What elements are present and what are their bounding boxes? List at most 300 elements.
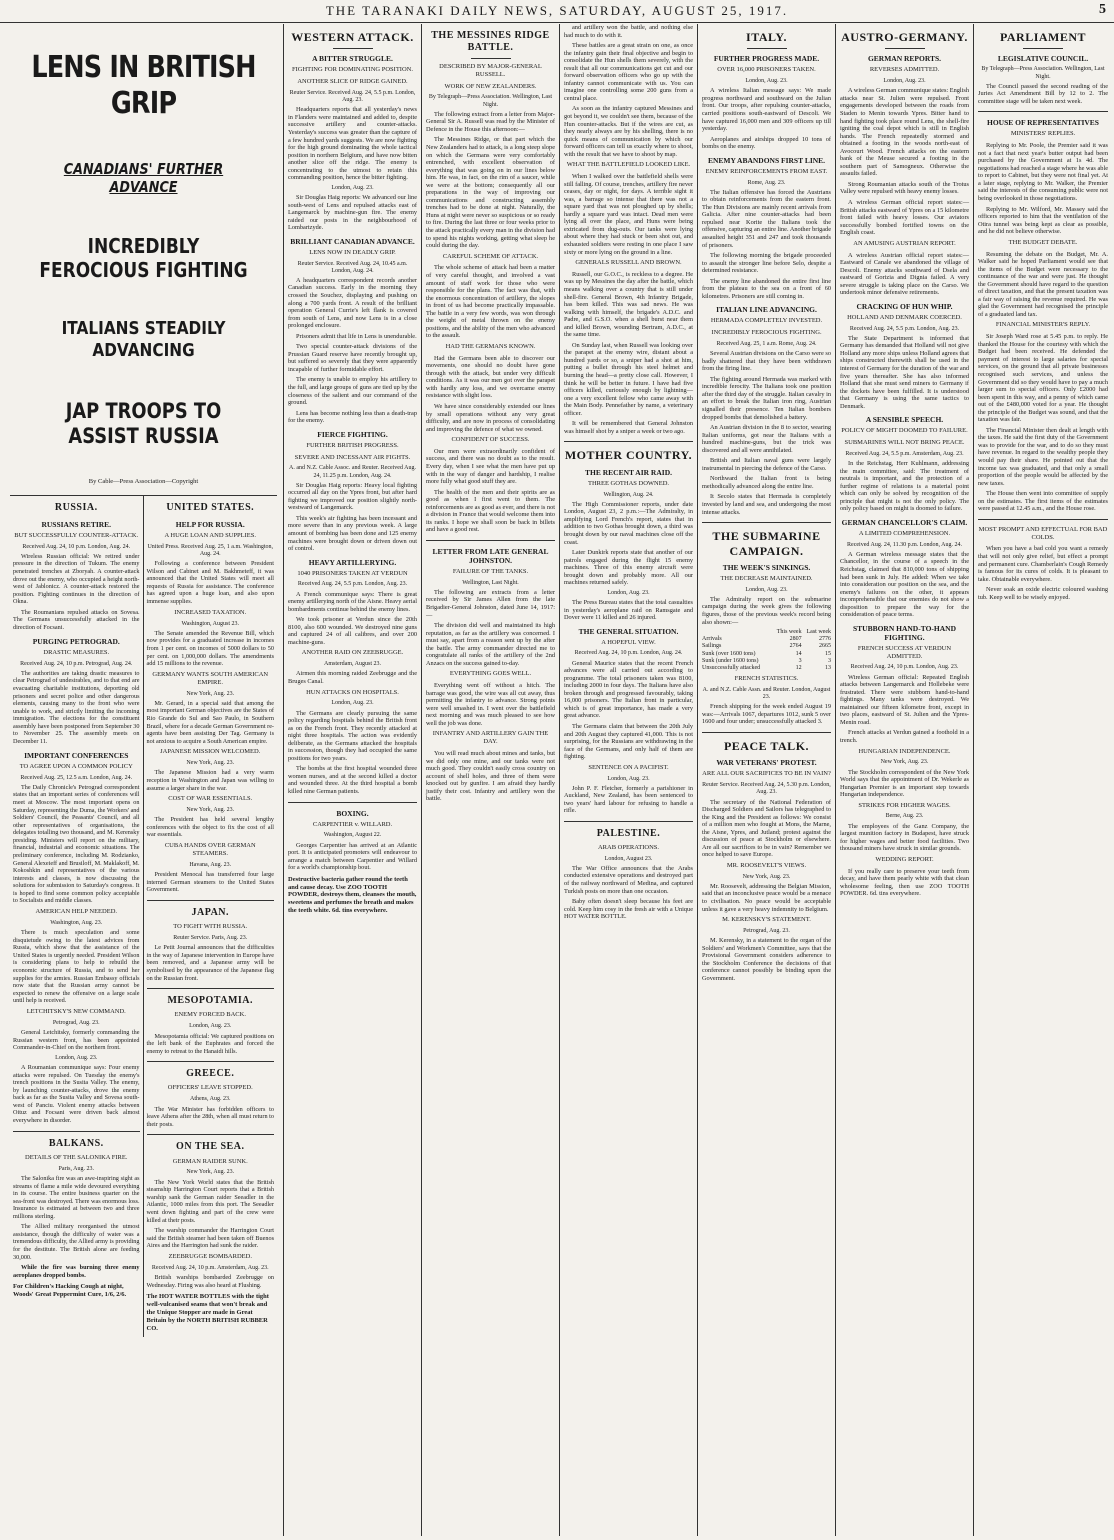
table-cell (702, 629, 772, 636)
article-paragraph: Airmen this morning raided Zeebrugge and the Bruges Canal. (288, 670, 417, 685)
article-paragraph: French attacks at Verdun gained a foothold in a trench. (840, 729, 969, 744)
parliament-column (974, 24, 1112, 1536)
article-paragraph: M. Kerensky, in a statement to the organ of the Soldiers' and Workmen's Committee, says that the Provisional Government considers adherence to the Stockholm Conference the decisions of that conference cannot possibly be binding upon the Government. (702, 937, 831, 982)
western-sub5: LENS NOW IN DEADLY GRIP. (309, 248, 396, 256)
article-paragraph: Mesopotamia official: We captured positions on the left bank of the Euphrates and forced the enemy to retreat to the Hanaidi hills. (146, 1032, 274, 1055)
dateline: Petrograd, Aug. 23. (52, 1019, 100, 1026)
article-paragraph: An Austrian division in the 8 to sector, wearing Italian uniforms, got near the Italians with a hundred machine-guns, but the trick was discovered and all were annihilated. (702, 424, 831, 454)
article-paragraph: The Salonika fire was an awe-inspiring sight as streams of flame a mile wide devoured everything in its course. The entire business quarter on the sea-front was destroyed. There was enormous loss. Insurance is estimated at between two and three millions sterling. (13, 1174, 140, 1220)
dateline: New York, Aug. 23. (186, 807, 235, 814)
article-paragraph: The following are extracts from a letter received by Sir James Allen from the late Brigadier-General Johnston, dated June 14, 1917:— (426, 588, 555, 619)
japan-title: JAPAN. (191, 906, 230, 918)
article-paragraph: The Stockholm correspondent of the New York World says that the appointment of Dr. Wekerle as Hungarian Premier is an important step towards Hungarian independence. (840, 768, 969, 799)
messines-title: THE MESSINES RIDGE BATTLE. (431, 30, 550, 53)
article-paragraph: The New York World states that the British steamship Harrington Court reports that a British warship sank the German raider Seeadler in the Atlantic, 1000 miles from this port. The Seeadler went down fighting and part of the crew were killed at their posts. (146, 1178, 274, 1224)
italy-sub3: ENEMY ABANDONS FIRST LINE. (707, 155, 826, 165)
dateline: New York, Aug. 23. (742, 873, 791, 880)
article-paragraph: The Italian offensive has forced the Austrians to obtain reinforcements from the eastern front. The Hun Divisions are mainly recent arrivals from Galicia. After nine counter-attacks had been repulsed near Korite the Italians took the offensive, capturing an entire line. Another brigade assaulted height 351 and 247 and took thousands of prisoners. (702, 188, 831, 249)
article-paragraph: It Secolo states that Hermada is completely invested by land and sea, and undergoing the most intense attacks. (702, 493, 831, 516)
article-paragraph: Sir Douglas Haig reports: Heavy local fighting occurred all day on the Ypres front, but after hard fighting we improved our position slightly north-westward of Langemarck. (288, 481, 417, 512)
austro-sub1: GERMAN REPORTS. (867, 54, 942, 64)
lead-column (4, 24, 284, 1536)
sea-sub1: GERMAN RAIDER SUNK. (172, 1157, 248, 1165)
russia-sub6: TO AGREE UPON A COMMON POLICY (19, 762, 133, 770)
article-paragraph: The State Department is informed that Germany has demanded that Holland will not give Holland any more ships unless Holland agrees that ships constructed therewith shall be used in the interest of Germany for the duration of the war and five years thereafter. She has also informed Holland that she must send miners to Germany if the dockets have been fulfilled. It is understood that Germany is using the same tactics to Denmark. (840, 334, 969, 410)
us-sub2: A HUGE LOAN AND SUPPLIES. (164, 531, 257, 539)
us-column (144, 496, 278, 1336)
article-paragraph: Wireless German official: Repeated English attacks between Langemarck and Hollebeke were frustrated. There were stubborn hand-to-hand fightings. Many tanks were destroyed. We maintained our fifteen kilometre front, except in two places, eastward of St. Julien and the Ypres-Menin road. (840, 673, 969, 726)
dateline: New York, Aug. 23. (186, 1169, 235, 1176)
cough-cure-ad: For Children's Hacking Cough at night, Woods' Great Peppermint Cure, 1/6, 2/6. (13, 1283, 127, 1299)
table-row (702, 651, 831, 658)
meso-sub1: ENEMY FORCED BACK. (174, 1011, 246, 1019)
table-cell: 3 (828, 657, 831, 664)
western-sub7: FURTHER BRITISH PROGRESS. (306, 441, 399, 449)
article-paragraph: The secretary of the National Federation of Discharged Soldiers and Sailors has telegraphed to the King and the President as follows: We consist of a million men who fought at Mons, the Marne, the Aisne, Ypres, and Jutland; protest against the discussion of peace at Stockholm or elsewhere. Are all our sacrifices to be in vain? Remember we once helped to save Europe. (702, 798, 831, 859)
table-row (702, 636, 831, 643)
dateline: London, Aug. 23. (331, 700, 374, 707)
article-paragraph: The Press Bureau states that the total casualties in yesterday's aeroplane raid on Ramsgate and Dover were 11 killed and 26 injured. (564, 598, 693, 622)
article-paragraph: There is much speculation and some disquietude owing to the latest advices from Russia, which show that the assistance of the United States is urgently needed. President Wilson is considering plans to help to rebuild the economic structure of Russia, and to send her supplies for the armies. Russian Embassy officials now state that the Russian army cannot be expected to renew the offensive on a large scale until help is received. (13, 929, 140, 1005)
russia-column (10, 496, 144, 1336)
article-paragraph: The division did well and maintained its high reputation, as far as the artillery was concerned. I must say, apart from a reason sent up by the after the battle. The army commander directed me to congratulate all ranks of the artillery of the 2nd Anzacs on the success gained to-day. (426, 622, 555, 667)
article-paragraph: General Maurice states that the recent French advances were all carried out according to programme. The total prisoners taken was 8100, including 2000 in four days. The Italians have also broken through and progressed favourably, taking 16,000 prisoners. The Italian front in particular, which is of great importance, has made a very great advance. (564, 659, 693, 720)
general-situation-sub: THE GENERAL SITUATION. (578, 626, 679, 636)
headline-canadians: CANADIANS' FURTHER ADVANCE (63, 160, 224, 196)
article-paragraph: A wireless German official report states:—British attacks eastward of Ypres on a 15 kilometre front failed with heavy losses. Our aviators successfully bombed fortified towns on the English coast. (840, 199, 969, 237)
dateline: Washington, August 23. (181, 620, 240, 627)
article-paragraph: The enemy is unable to employ his artillery to the full, and large groups of guns are tied up by the closeness of the salient and our command of the ground. (288, 376, 417, 407)
italy-column (698, 24, 836, 1536)
lead-subcolumns (10, 495, 277, 1336)
dateline: Received Aug. 24, 5.5 p.m. London, Aug. 23. (297, 581, 408, 588)
headline-jap-troops: JAP TROOPS TO ASSIST RUSSIA (65, 399, 222, 449)
table-cell: Sunk (over 1600 tons) (702, 650, 756, 657)
table-cell: 2776 (819, 636, 831, 643)
us-sub5: JAPANESE MISSION WELCOMED. (160, 748, 261, 756)
parliament-sub4: THE BUDGET DEBATE. (1008, 238, 1078, 246)
article-paragraph: If you really care to preserve your teeth from decay, and have them pearly white with that clean wholesome feeling, then use ZOO TOOTH POWDER. 6d. tins everywhere. (840, 867, 969, 898)
article-paragraph: On Sunday last, when Russell was looking over the parapet at the enemy wire, distant about a hundred yards or so, a sniper had a shot at him, putting a bullet through his steel helmet and burning the head—a pretty close call. However, I think he will be better in future. I have had five officers killed, curiously enough by lightning—one a very excellent fellow who came away with the Main Body. Pennefather by name, a veterinary officer. (564, 341, 693, 417)
palestine-title: PALESTINE. (596, 827, 661, 839)
article-paragraph: Mr. Gerard, in a special said that among the most important German objectives are the States of Rio Grande do Sul and Sao Paulo, in Southern Brazil, where for a decade German Government re-agents have been assisting Der Tag. Germany is not anxious to acquire a South American empire. (146, 699, 274, 745)
messines-sub2: WORK OF NEW ZEALANDERS. (444, 82, 537, 90)
japan-sub1: TO FIGHT WITH RUSSIA. (173, 923, 248, 931)
dateline: Paris, Aug. 23. (58, 1165, 94, 1172)
article-paragraph: Several Austrian divisions on the Carso were so badly shattered that they have been withdrawn from the firing line. (702, 350, 831, 373)
messines-column (422, 24, 560, 1536)
article-paragraph: Russell, our G.O.C., is reckless to a degree. He was up by Messines the day after the battle, which means walking over a country that is still under shell-fire. General Brown, 4th Infantry Brigade, has been killed. This was sad news. He was walking with himself, the brigade's A.D.C. and Padre, and G.S.O. when a shell burst near them and killed Brown, wounding Bertram, A.D.C., at the same time. (564, 270, 693, 339)
dateline: New York, Aug. 23. (186, 690, 235, 697)
article-paragraph: The enemy line abandoned the entire first line from the plateau to the sea on a front of 60 kilometres. Prisoners are still coming in. (702, 277, 831, 300)
article-paragraph: The Financial Minister then dealt at length with the taxes. He said the first duty of the Government was to provide for the war, and to do so they must have revenue. In regard to the wealthy people they would pay their share. He pointed out that the income tax was graduated, and that only a small proportion of the people would be affected by the new taxes. (978, 426, 1108, 487)
article-paragraph: The Daily Chronicle's Petrograd correspondent states that an important series of conferences will meet at Moscow. The most important opens on Saturday, representing the Duma, the Workers' and Soldiers' Council, the Peasants' Council, and all other representatives of organisations, the delegates totalling two thousand, and M. Kerensky presiding. Ministers will report on the military, financial, industrial and economic situations. The preliminary conference, including M. Rodzianko, General Alexeieff and Brusiloff, M. Maklakoff, M. Kokoshkin and representatives of the various interests and classes, is now discussing the solutions for submission to Saturday's congress. It is hoped to find some common policy acceptable to Socialists and middle classes. (13, 783, 140, 905)
article-paragraph: Headquarters reports that all yesterday's news in Flanders were maintained and added to, despite successive artillery and counter-attacks. Yesterday's success was greater than the capture of a few hundred yards suggests. We are now fighting for the high ground dominating the whole tactical position in northern Belgium, and have now bitten another slice off the ridge. The enemy is concentrating to the utmost to retain this commanding position, hence the bitter fighting. (288, 106, 417, 182)
boxing-title: BOXING. (336, 808, 369, 818)
article-paragraph: Northward the Italian front is being methodically advanced along the entire line. (702, 475, 831, 490)
article-paragraph: A wireless Italian message says: We made progress northward and southward on the Julian front. Our troops, after repulsing counter-attacks, carried positions south-eastward of Descoli. We have captured 16,000 men and 309 officers up till yesterday. (702, 87, 831, 133)
western-sub3: ANOTHER SLICE OF RIDGE GAINED. (297, 78, 408, 86)
article-paragraph: The Senate amended the Revenue Bill, which now provides for a graduated increase in incomes from 1 per cent. on incomes of 5000 dollars to 50 per cent. on 1,000,000 dollars. The amendments add 15 millions to the revenue. (146, 629, 274, 668)
table-cell: 14 (795, 650, 802, 657)
table-cell: 15 (825, 650, 831, 657)
dateline: Washington, Aug. 23. (50, 919, 103, 926)
table-header-row (702, 629, 831, 636)
article-paragraph: The Admiralty report on the submarine campaign during the week gives the following figures, those of the previous week's record being also shown:— (702, 595, 831, 626)
article-paragraph: The warship commander the Harrington Court said the British steamer had been taken off Buenos Aires and the Harrington had sunk the raider. (146, 1227, 274, 1250)
us-title: UNITED STATES. (166, 502, 255, 514)
dateline: Received Aug. 24, 10 p.m. London, Aug. 24. (574, 650, 683, 657)
italy-sub2: OVER 16,000 PRISONERS TAKEN. (717, 66, 816, 74)
sinkings-table (702, 629, 831, 672)
parliament-sub2: HOUSE OF REPRESENTATIVES (987, 118, 1099, 128)
pacifist-sub: SENTENCE ON A PACIFIST. (588, 763, 669, 771)
battlefield-sub: WHAT THE BATTLEFIELD LOOKED LIKE. (566, 161, 691, 169)
veterans-sub: WAR VETERANS' PROTEST. (716, 758, 817, 768)
messines-sub6: LETTER FROM LATE GENERAL JOHNSTON. (432, 546, 549, 565)
decrease-sub: THE DECREASE MAINTAINED. (720, 574, 813, 582)
parliament-sub6: MOST PROMPT AND EFFECTUAL FOR BAD COLDS. (978, 525, 1108, 541)
dateline: London, Aug. 23. (745, 586, 788, 593)
mother-country-column (560, 24, 698, 1536)
article-paragraph: The Germans claim that between the 20th July and 20th August they captured 41,000. This is not surprising, for the Russians are withdrawing in the face of the Germans, and only half of them are fighting. (564, 722, 693, 761)
page-number: 5 (1099, 2, 1106, 17)
article-paragraph: We took prisoner at Verdun since the 20th 8100, also 600 wounded. We destroyed nine guns and captured 24 of all calibres, and over 200 machine-guns. (288, 616, 417, 646)
table-cell: Last week (806, 629, 831, 636)
austro-sub8: SUBMARINES WILL NOT BRING PEACE. (844, 439, 965, 447)
article-paragraph: A wireless Austrian official report states:—Eastward of Canale we abandoned the village of Descoli. Enemy attacks southward of Dsela and eastward of Gorizia and Dignia failed. A very severe struggle is taking place on the Carso. We undertook minor defensive retirements. (840, 251, 969, 297)
austro-sub10: A LIMITED COMPREHENSION. (858, 529, 951, 537)
us-sub4: GERMANY WANTS SOUTH AMERICAN EMPIRE. (152, 670, 269, 686)
table-row (702, 658, 831, 665)
article-paragraph: The health of the men and their spirits are as good as when I first went to them. The reinforcements are as good as ever, and there is not a division in France that would welcome them into its ranks. I hope we shall soon be back in billets and have a good rest. (426, 488, 555, 534)
dateline: Wellington, Last Night. (462, 579, 519, 586)
dateline: Received Aug. 25, 1 a.m. Rome, Aug. 24. (716, 340, 817, 347)
article-paragraph: You will read much about mines and tanks, but we did only one mine, and our tanks were not much good. They couldn't easily cross country on account of shell holes, and three of them were knocked out by gunfire. I am afraid they hardly justify their cost. Infantry and artillery won the battle. (426, 750, 555, 803)
table-cell: 2764 (789, 643, 802, 650)
dateline: London, Aug. 23. (883, 78, 926, 85)
article-paragraph: Had the Germans been able to discover our movements, one should no doubt have gone through with the attack, but under very difficult conditions. As it was our men got over the parapet with hardly any loss, and we overcame enemy resistance with slight loss. (426, 354, 555, 400)
russia-sub1: RUSSIANS RETIRE. (41, 519, 112, 529)
article-paragraph: The High Commissioner reports, under date London, August 23, 2 p.m.:—The Admiralty, in amplifying Lord French's report, states that in addition to two Gothas brought down, a third was brought down by our naval machines close off the coast. (564, 500, 693, 546)
dateline: By Telegraph—Press Association. Wellington, Last Night. (428, 94, 553, 108)
dateline: London, August 23. (604, 855, 653, 862)
article-paragraph: We have since considerably extended our lines by small operations without any very great difficulty, and are now in process of consolidating and improving the defence of what we owned. (426, 402, 555, 433)
article-paragraph: The authorities are taking drastic measures to clear Petrograd of undesirables, and to that end are evacuating charitable institutions, deporting old prisoners and secret police and other dangerous elements, causing many to the front who were unable to work, and strictly limiting the incoming immigration. The elections for the constituent assembly have been postponed from September 30 to November 25. The assembly meets on December 11. (13, 669, 140, 745)
dateline: Reuter Service. Received Aug. 24, 5.30 p.m. London, Aug. 23. (702, 782, 831, 796)
article-paragraph: Replying to Mr. Poole, the Premier said it was not a fact that next year's butter output had been purchased by the Government at 1s 4d. The negotiations had reached a stage where he was able to report to Cabinet, but they were not final yet. At a later stage, replying to Mr. Walker, the Premier said the interests of the consuming public were not being overlooked in those negotiations. (978, 142, 1108, 203)
messines-sub5: CONFIDENT OF SUCCESS. (451, 436, 530, 444)
russia-sub2: BUT SUCCESSFULLY COUNTER-ATTACK. (14, 531, 139, 539)
article-paragraph: Sir Douglas Haig reports: We advanced our line south-west of Lens and repulsed attacks east of Langemarck by machine-gun fire. The enemy raided our posts in the neighbourhood of Lombartzyde. (288, 194, 417, 232)
austro-sub13: HUNGARIAN INDEPENDENCE. (858, 747, 951, 755)
western-sub10: 1040 PRISONERS TAKEN AT VERDUN (297, 569, 408, 577)
hopeful-view-sub: A HOPEFUL VIEW. (601, 638, 656, 646)
italy-sub4: ENEMY REINFORCEMENTS FROM EAST. (705, 167, 828, 175)
austro-sub12: FRENCH SUCCESS AT VERDUN ADMITTED. (857, 644, 952, 660)
sea-sub2: ZEEBRUGGE BOMBARDED. (168, 1252, 252, 1260)
western-title: WESTERN ATTACK. (291, 30, 414, 44)
austro-sub14: STRIKES FOR HIGHER WAGES. (858, 801, 951, 809)
arab-ops-sub: ARAB OPERATIONS. (597, 843, 660, 851)
table-row (702, 643, 831, 650)
meso-title: MESOPOTAMIA. (167, 995, 254, 1007)
us-sub7: CUBA HANDS OVER GERMAN STEAMERS. (164, 842, 256, 857)
table-cell: Arrivals (702, 636, 722, 643)
article-paragraph: As soon as the infantry captured Messines and got beyond it, we couldn't see them, because of the Hun counter-attacks. But if the wires are cut, as they nearly always are by his shelling, there is no quick means of communication by which our forward officers can tell us exactly where to shoot, with the result that we have to shoot by map. (564, 105, 693, 158)
headline-lens: LENS IN BRITISH GRIP (31, 50, 256, 121)
article-paragraph: Never soak an oxide electric coloured washing tub. Keep well to be wisely enjoyed. (978, 586, 1108, 601)
parliament-title: PARLIAMENT (999, 30, 1087, 44)
article-paragraph: The War Office announces that the Arabs conducted extensive operations and destroyed part of the railway northward of Medina, and captured Turkish posts on more than one occasion. (564, 864, 693, 895)
dateline: Received Aug. 24, 10 p.m. Amsterdam, Aug. 23. (151, 1264, 269, 1271)
article-paragraph: The whole scheme of attack had been a matter of very careful thought, and involved a vast amount of staff work for those who were responsible for the plans. The fact was that, with the enormous concentration of artillery, the slopes in front of us had become practically impassable. The battle in a very few words, was won through the weight of metal thrown on the enemy positions, and the ability of the men who advanced to the assault. (426, 264, 555, 340)
peace-talk-title: PEACE TALK. (723, 739, 810, 753)
dateline: A. and N.Z. Cable Assoc. and Reuter. Received Aug. 24, 11.25 p.m. London, Aug. 24. (289, 465, 416, 479)
article-paragraph: A wireless German communique states: English attacks near St. Julien were repulsed. Front engagements developed between the roads from Staden to Menin towards Ypres. Bitter hand to hand fighting took place round Lens, the shell-fire igniting the coal depot which is still in English hands. The French repeatedly stormed and obtained a footing in the woods north-east of Avocourt Wood. French attacks on the eastern bank of the Meuse secured a footing in the southern part of Samogneux. Otherwise the assaults failed. (840, 87, 969, 178)
article-paragraph: A German wireless message states that the Chancellor, in the course of a speech in the Reichstag, claimed that 810,000 tons of shipping had been sunk in July. He added: When we take into consideration our position on the sea, and the enemy's failures on the other, it appears incomprehensible that our enemies do not show a disposition to prepare the way for the consideration of peace terms. (840, 550, 969, 619)
article-paragraph: Wireless Russian official: We retired under pressure in the direction of Tukum. The enemy penetrated trenches at Zboryah. A counter-attack drove out the enemy, who occupied a height north-west of Jablonicz. A counter-attack restored the position. Fighting continues in the direction of Okna. (13, 552, 140, 606)
kerensky-sub: M. KERENSKY'S STATEMENT. (722, 916, 811, 924)
article-paragraph: A Roumanian communique says: Four enemy attacks were repulsed. On Tuesday the enemy's trench positions in the Susita Valley. The enemy, by launching counter-attacks, drove the enemy back as far as the Susita Valley and Sovesa south-west of Panciu. Violent enemy attacks between Oituz and Focsani were driven back almost everywhere in disorder. (13, 1064, 140, 1124)
headline-ferocious: INCREDIBLY FEROCIOUS FIGHTING (39, 234, 248, 282)
hot-water-bottle-ad: The HOT WATER BOTTLES with the tight well-vulcanised seams that won't break and the Unique Stopper are made in Great Britain by the NORTH BRITISH RUBBER CO. (146, 1293, 269, 1332)
article-paragraph: In the Reichstag, Herr Kuhlmann, addressing the main committee, said: The treatment of neutrals is important, and the protection of a further regime of relations is a material point which can only be solved by recognition of the principle that might is not the only policy. The only policy based on might is doomed to failure. (840, 460, 969, 513)
french-stats-sub: FRENCH STATISTICS. (734, 675, 799, 683)
mother-country-title: MOTHER COUNTRY. (564, 448, 693, 463)
generals-sub: GENERALS RUSSELL AND BROWN. (575, 259, 682, 267)
western-sub12: HUN ATTACKS ON HOSPITALS. (306, 688, 399, 696)
article-paragraph: President Menocal has transferred four large interned German steamers to the United States Government. (146, 871, 274, 894)
dateline: United Press. Received Aug. 25, 1 a.m. Washington, Aug. 24. (147, 543, 274, 557)
tooth-powder-ad: Destructive bacteria gather round the teeth and cause decay. Use ZOO TOOTH POWDER, destroys them, cleanses the mouth, sweetens and perfumes the breath and makes the teeth white. 6d. tins everywhere. (288, 875, 417, 914)
western-sub11: ANOTHER RAID ON ZEEBRUGGE. (301, 649, 404, 657)
article-paragraph: While the fire was burning three enemy aeroplanes dropped bombs. (13, 1264, 140, 1279)
table-cell: 2665 (819, 643, 831, 650)
western-sub2: FIGHTING FOR DOMINATING POSITION. (292, 66, 413, 74)
greece-sub1: OFFICERS' LEAVE STOPPED. (167, 1084, 253, 1092)
balkans-sub1: DETAILS OF THE SALONIKA FIRE. (25, 1153, 128, 1161)
dateline: Amsterdam, August 23. (324, 661, 381, 668)
russia-sub8: LETCHITSKY'S NEW COMMAND. (26, 1007, 126, 1015)
austro-sub9: GERMAN CHANCELLOR'S CLAIM. (841, 517, 968, 527)
dateline: London, Aug. 23. (607, 589, 650, 596)
western-column (284, 24, 422, 1536)
article-paragraph: It will be remembered that General Johnston was himself shot by a sniper a week or two ago. (564, 420, 693, 435)
article-paragraph: John P. F. Fletcher, formerly a parishioner in Auckland, New Zealand, has been sentenced to two years' hard labour for refusing to handle a rifle. (564, 784, 693, 815)
table-cell: Sailings (702, 643, 722, 650)
dateline: New York, Aug. 23. (880, 759, 929, 766)
dateline: Received Aug. 24, 10 p.m. London, Aug. 23. (850, 664, 959, 671)
dateline: Received Aug. 25, 12.5 a.m. London, Aug. 24. (20, 774, 133, 781)
western-sub8: SEVERE AND INCESSANT AIR FIGHTS. (294, 453, 411, 461)
dateline: Received Aug. 24, 5.5 p.m. Amsterdam, Aug. 23. (845, 450, 964, 457)
western-sub1: A BITTER STRUGGLE. (312, 54, 393, 64)
austro-sub5: HOLLAND AND DENMARK COERCED. (847, 313, 962, 321)
russia-sub4: DRASTIC MEASURES. (43, 648, 110, 656)
italy-sub6: HERMADA COMPLETELY INVESTED. (710, 317, 823, 325)
article-paragraph: Resuming the debate on the Budget, Mr. A. Walker said he hoped Parliament would see that the items of the Budget were necessary to the continuance of the war and were just. He thought the Government should have regard to the question of direct taxation, and that the present taxation was a fair way of raising the revenue required. He was glad the Government had recognised the principle of a graduated land tax. (978, 250, 1108, 318)
article-paragraph: These battles are a great strain on one, as once the infantry gain their final objective and begin to consolidate the Hun shells them severely, with the result that all our communications get cut and our forward observation officers who go up with the infantry cannot communicate with us. You can imagine one controlling some 200 guns from a central place. (564, 42, 693, 102)
article-paragraph: Later Dunkirk reports state that another of our patrols engaged during the flight 15 enemy machines. Three of this enemy aircraft were brought down and probably more. All our machines returned safely. (564, 549, 693, 587)
article-paragraph: The Japanese Mission had a very warm reception in Washington and Japan was willing to assume a larger share in the war. (146, 769, 274, 792)
western-sub6: FIERCE FIGHTING. (317, 429, 388, 439)
messines-sub8: EVERYTHING GOES WELL. (449, 670, 532, 678)
messines-sub4: HAD THE GERMANS KNOWN. (445, 342, 536, 350)
dateline: Berne, Aug. 23. (885, 813, 924, 820)
dateline: Rome, Aug. 23. (747, 179, 786, 186)
article-paragraph: British warships bombarded Zeebrugge on Wednesday. Firing was also heard at Flushing. (146, 1274, 274, 1289)
masthead-title: THE TARANAKI DAILY NEWS, SATURDAY, AUGUST 25, 1917. (325, 3, 789, 18)
russia-sub7: AMERICAN HELP NEEDED. (35, 907, 118, 915)
article-paragraph: Baby often doesn't sleep because his feet are cold. Keep him cosy in the fresh air with a Unique HOT WATER BOTTLE. (564, 898, 693, 921)
article-paragraph: The Roumanians repulsed attacks on Sovesa. The Germans unsuccessfully attacked in the direction of Focsani. (13, 608, 140, 631)
greece-title: GREECE. (186, 1068, 235, 1080)
article-paragraph: Everything went off without a hitch. The barrage was good, the wire was all cut away, thus permitting the infantry to advance. Strong points were well smashed in. I went over the battlefield next morning and was much pleased to see how well the job was done. (426, 682, 555, 727)
austro-germany-column (836, 24, 974, 1536)
boxing-sub: CARPENTIER v. WILLARD. (312, 820, 393, 828)
dateline: A. and N.Z. Cable Assn. and Reuter. London, August 23. (702, 686, 831, 701)
us-sub3: INCREASED TAXATION. (174, 608, 247, 616)
article-paragraph: French shipping for the week ended August 19 was:—Arrivals 1067, departures 1012, sunk 5 over 1600 and four under; unsuccessfully attacked 3. (702, 703, 831, 726)
austro-sub4: CRACKING OF HUN WHIP. (856, 301, 953, 311)
article-paragraph: When I walked over the battlefield shells were still falling. Of course, trenches, artillery fire never ceases, day or night, for days. A terrible sight it was, a barrage so intense that there was not a square yard that was not ploughed up by shells; hardly a square yard was intact. Dead men were lying all over the place, and Huns were being extricated from dug-outs. Our tanks were lying about where they had stuck or been shot out, and exhausted soldiers were resting in one place I saw sixty or more lying on the ground in a line. (564, 173, 693, 256)
table-row (702, 665, 831, 672)
headline-italians: ITALIANS STEADILY ADVANCING (61, 318, 226, 361)
article-paragraph: The fighting around Hermada was marked with incredible ferocity. The Italians took one position after the third day of the struggle. Italian cavalry in an effort to break the Italian iron ring, Austrian signalled their presence. Ten Italian bombers dropped bombs that demolished a battery. (702, 375, 831, 421)
us-sub6: COST OF WAR ESSENTIALS. (168, 795, 253, 803)
italy-title: ITALY. (746, 30, 787, 44)
austro-sub6: A SENSIBLE SPEECH. (865, 415, 944, 425)
article-paragraph: The employees of the Ganz Company, the largest munition factory in Budapest, have struck for higher wages and better food facilities. Two thousand miners have struck in similar grounds. (840, 822, 969, 853)
submarine-title: THE SUBMARINE CAMPAIGN. (712, 529, 821, 558)
article-paragraph: This week's air fighting has been incessant and more severe than in any previous week. A large amount of bombing has been done and 125 enemy machines were brought down or driven down out of control. (288, 514, 417, 553)
dateline: Petrograd, Aug. 23. (743, 927, 790, 934)
dateline: Received Aug. 24, 11.30 p.m. London, Aug. 24. (847, 541, 962, 548)
gothas-sub: THREE GOTHAS DOWNED. (587, 479, 670, 487)
messines-sub9: INFANTRY AND ARTILLERY GAIN THE DAY. (432, 730, 549, 746)
article-paragraph: Two special counter-attack divisions of the Prussian Guard reserve have recently brought up, but suffered so severely that they were apparently incapable of further formidable effort. (288, 343, 417, 373)
masthead (0, 0, 1114, 23)
article-paragraph: Aeroplanes and airships dropped 10 tons of bombs on the enemy. (702, 135, 831, 151)
dateline: Received Aug. 24, 5.5 p.m. London, Aug. 23. (849, 325, 960, 332)
article-paragraph: The Messines Ridge, or that part which the New Zealanders had to attack, is a long steep slope on which the Germans were very comfortably entrenched, with excellent observation of everything that was going on in our lines below him. He was, in fact, on the rim of a saucer, while we were at the bottom; consequently all our preparations in the way of improving our communications and constructing assembly trenches had to be done at night. Naturally, the Huns at night were never so suspicious or so ready to fire. During the last three or four weeks prior to the attack practically every man in the division had to spend his nights working, getting what sleep he could during the day. (426, 136, 555, 250)
sacrifices-sub: ARE ALL OUR SACRIFICES TO BE IN VAIN? (702, 770, 831, 778)
dateline: Reuter Service. Received Aug. 24, 10.45 a.m. London, Aug. 24. (297, 260, 408, 274)
table-cell: 12 (795, 665, 802, 671)
article-paragraph: The following morning the brigade proceeded to assault the stronger line before Selo, despite a determined resistance. (702, 252, 831, 275)
article-paragraph: Sir Joseph Ward rose at 5.45 p.m. to reply. He thanked the House for the courtesy with which the Budget had been received. He defended the payment of interest to large salaries for special services, on the ground that all private businesses recognised such services, and unless the Government did so they would have to pay a much larger sum to special officers. Only £2000 had been spent in this way, and a penny of which came out of the £480,000 voted for a year. He thought the principle of the Budget was sound, and that the taxation was fair. (978, 333, 1108, 424)
western-sub4: BRILLIANT CANADIAN ADVANCE. (290, 236, 415, 246)
article-paragraph: Strong Roumanian attacks south of the Trotus Valley were repulsed with heavy enemy losses. (840, 180, 969, 196)
article-paragraph: The Council passed the second reading of the Juries Act Amendment Bill by 12 to 2. The committee stage will be taken next week. (978, 82, 1108, 105)
article-paragraph: When you have a bad cold you want a remedy that will not only give relief, but effect a prompt and permanent cure. Chamberlain's Cough Remedy is famous for its cures of colds. It is pleasant to take. Obtainable everywhere. (978, 545, 1108, 583)
table-cell: 13 (825, 665, 831, 671)
article-paragraph: General Letchitsky, formerly commanding the Russian western front, has been appointed Commander-in-Chief on the northern front. (13, 1029, 140, 1052)
dateline: Wellington, Aug. 24. (603, 491, 654, 498)
western-sub9: HEAVY ARTILLERYING. (308, 557, 397, 567)
article-paragraph: and artillery won the battle, and nothing else had much to do with it. (564, 24, 693, 39)
dateline: New York, Aug. 23. (186, 760, 235, 767)
weeks-sinkings-sub: THE WEEK'S SINKINGS. (722, 562, 811, 572)
messines-sub7: FAILURE OF THE TANKS. (452, 567, 529, 575)
austro-sub3: AN AMUSING AUSTRIAN REPORT. (853, 239, 956, 247)
article-paragraph: Replying to Mr. Wilford, Mr. Massey said the officers reported to him that the ventilation of the Otira tunnel was being kept as clear as possible, and he did not believe otherwise. (978, 205, 1108, 236)
article-paragraph: The Germans are clearly pursuing the same policy regarding hospitals behind the British front as on the French front. They recently attacked at night three hospitals. The action was evidently deliberate, as the Germans attacked the hospitals in succession, though they had occupied the same positions for two years. (288, 709, 417, 762)
russia-sub3: PURGING PETROGRAD. (32, 636, 120, 646)
dateline: London, Aug. 23. (55, 1054, 98, 1061)
dateline: London, Aug. 23. (189, 1023, 232, 1030)
dateline: Received Aug. 24, 10 p.m. London, Aug. 24. (22, 543, 131, 550)
table-cell: 2807 (789, 636, 802, 643)
austro-sub15: WEDDING REPORT. (875, 855, 934, 863)
table-cell: Sunk (under 1600 tons) (702, 657, 759, 664)
article-paragraph: The Allied military reorganised the utmost assistance, though the difficulty of water was a tremendous difficulty, the Allied army is providing for the destitute. The British alone are feeding 30,000. (13, 1223, 140, 1261)
us-sub1: HELP FOR RUSSIA. (175, 519, 245, 529)
dateline: By Telegraph—Press Association. Wellington, Last Night. (981, 66, 1105, 80)
parliament-sub3: MINISTERS' REPLIES. (1010, 130, 1076, 138)
dateline: London, Aug. 23. (745, 78, 788, 85)
dateline: Athens, Aug. 23. (190, 1096, 231, 1103)
messines-sub3: CAREFUL SCHEME OF ATTACK. (442, 252, 539, 260)
article-paragraph: A headquarters correspondent records another Canadian success. Early in the morning they crossed the Souchez, displaying and pushing on along a 700 yards front. A result of the brilliant operation General Currie's left flank is covered from south of Lens, and now Lens is in a close prolonged enclosure. (288, 276, 417, 330)
dateline: London, Aug. 23. (607, 775, 650, 782)
sea-title: ON THE SEA. (176, 1141, 245, 1153)
article-paragraph: Georges Carpentier has arrived at an Atlantic port. It is anticipated promoters will endeavour to arrange a match between Carpentier and Willard for a world's championship bout. (288, 841, 417, 872)
dateline: Havana, Aug. 23. (189, 861, 232, 868)
italy-sub5: ITALIAN LINE ADVANCING. (716, 305, 817, 315)
italy-sub7: INCREDIBLY FEROCIOUS FIGHTING. (711, 329, 822, 337)
roosevelt-sub: MR. ROOSEVELT'S VIEWS. (726, 861, 807, 869)
dateline: Received Aug. 24, 10 p.m. Petrograd, Aug. 24. (20, 660, 133, 667)
article-paragraph: The President has held several lengthy conferences with the object to fix the cost of all war essentials. (146, 816, 274, 839)
article-paragraph: Our men were extraordinarily confident of success, and there was no doubt as to the result. Every day, when I see what the men have put up with in the way of danger and hardship, I realise more fully what good stuff they are. (426, 447, 555, 486)
article-paragraph: Le Petit Journal announces that the difficulties in the way of Japanese intervention in Europe have been removed, and a Japanese army will be symbolised by the appearance of the Japanese flag on the Russian front. (146, 944, 274, 982)
article-paragraph: Prisoners admit that life in Lens is unendurable. (296, 332, 417, 340)
russia-sub5: IMPORTANT CONFERENCES (24, 750, 129, 760)
balkans-title: BALKANS. (48, 1137, 104, 1149)
messines-sub1: DESCRIBED BY MAJOR-GENERAL RUSSELL. (439, 63, 542, 78)
article-paragraph: The War Minister has forbidden officers to leave Athens after the 28th, when all must return to their posts. (146, 1105, 274, 1128)
austro-sub7: POLICY OF MIGHT DOOMED TO FAILURE. (841, 427, 968, 435)
article-paragraph: The bombs at the first hospital wounded three women nurses, and at the second killed a doctor and wounded three. At the third hospital a bomb killed nine German patients. (288, 765, 417, 795)
article-paragraph: The following extract from a letter from Major-General Sir A. Russell was read by the Minister of Defence in the House this afternoon:— (426, 110, 555, 133)
table-cell: 3 (798, 657, 802, 664)
article-paragraph: A French communique says: There is great enemy artillerying north of the Aisne. Heavy aerial bombardments continue behind the enemy lines. (288, 590, 417, 613)
dateline: Washington, August 22. (323, 832, 382, 839)
dateline: Reuter Service. Paris, Aug. 23. (173, 934, 248, 941)
dateline: London, Aug. 23. (331, 184, 374, 191)
article-paragraph: Following a conference between President Wilson and Cabinet and M. Bakhmeteff, it was announced that the United States will meet all requests of Russia for assistance. The conference has agreed upon a huge loan, and also upon immense supplies. (146, 560, 274, 606)
table-cell: Unsuccessfully attacked (702, 665, 761, 671)
air-raid-sub: THE RECENT AIR RAID. (585, 467, 672, 477)
dateline: Reuter Service. Received Aug. 24, 5.5 p.m. London, Aug. 23. (289, 89, 416, 104)
article-paragraph: Lens has become nothing less than a death-trap for the enemy. (288, 409, 417, 425)
russia-title: RUSSIA. (54, 502, 98, 514)
austro-sub11: STUBBORN HAND-TO-HAND FIGHTING. (853, 623, 956, 642)
article-paragraph: Mr. Roosevelt, addressing the Belgian Mission, said that an inconclusive peace would be a menace to civilisation. No peace would be acceptable unless it gave a very heavy indemnity to Belgium. (702, 882, 831, 913)
table-cell: This week (776, 629, 802, 636)
article-paragraph: The House then went into committee of supply on the estimates. The first items of the estimates were passed at 12.45 a.m., and the House rose. (978, 490, 1108, 513)
parliament-sub5: FINANCIAL MINISTER'S REPLY. (995, 321, 1091, 329)
cable-credit: By Cable—Press Association—Copyright (88, 477, 199, 485)
italy-sub1: FURTHER PROGRESS MADE. (713, 54, 820, 64)
newspaper-columns (4, 24, 1110, 1536)
article-paragraph: British and Italian naval guns were largely instrumental in piercing the defence of the Carso. (702, 457, 831, 472)
parliament-sub1: LEGISLATIVE COUNCIL. (997, 54, 1089, 64)
austro-sub2: REVERSES ADMITTED. (869, 66, 940, 74)
austro-title: AUSTRO-GERMANY. (841, 30, 968, 44)
